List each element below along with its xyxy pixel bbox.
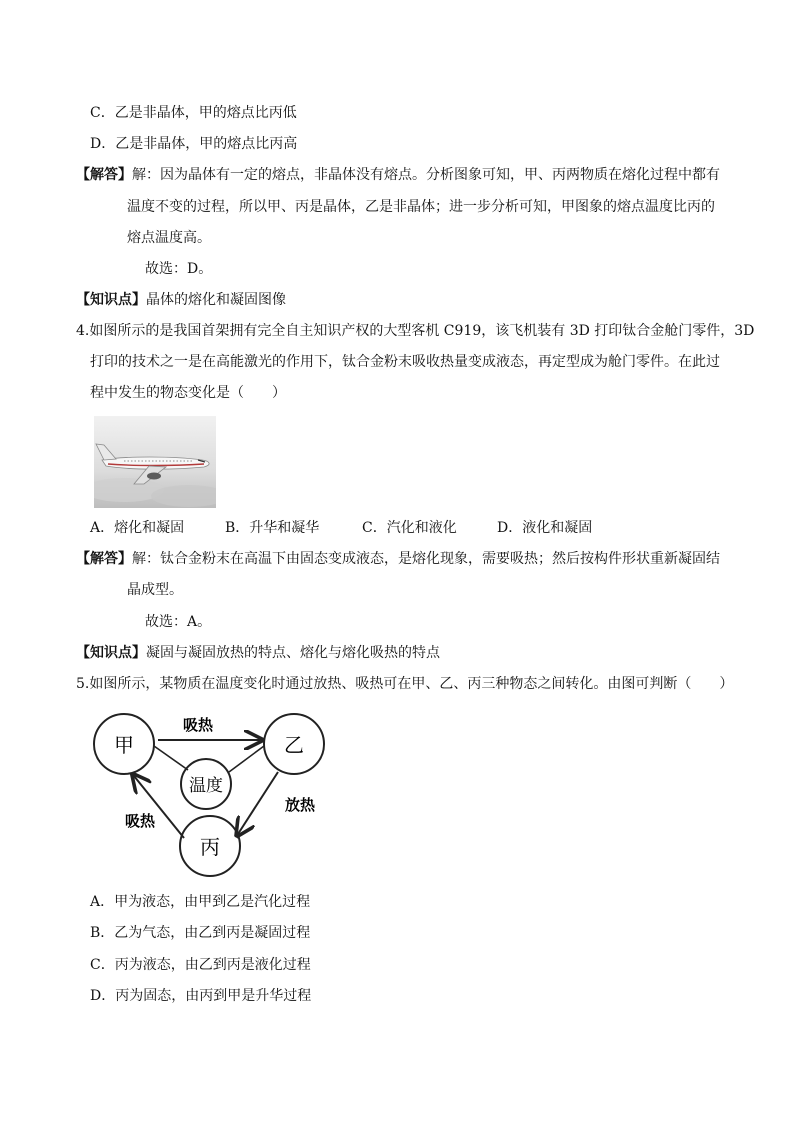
q3-choice: 故选：D。: [145, 261, 213, 277]
q4-kp-text: 凝固与凝固放热的特点、熔化与熔化吸热的特点: [146, 645, 440, 661]
node-a-label: 甲: [114, 733, 134, 757]
q4-answer-tag: 【解答】: [76, 551, 132, 567]
q5-option-d: D．丙为固态，由丙到甲是升华过程: [90, 988, 312, 1004]
q5-stem: 5.如图所示，某物质在温度变化时通过放热、吸热可在甲、乙、丙三种物态之间转化。由图可判断（ ）: [76, 676, 734, 692]
q4-answer-line-2: 晶成型。: [127, 582, 183, 598]
q3-option-c: C．乙是非晶体，甲的熔点比丙低: [90, 105, 297, 121]
q4-kp-tag: 【知识点】: [76, 645, 146, 661]
arrow-b-to-c: [238, 772, 278, 834]
q4-option-c: C．汽化和液化: [362, 520, 457, 536]
state-change-diagram: [88, 706, 338, 886]
node-c-label: 丙: [200, 835, 220, 859]
q3-answer-line-2: 温度不变的过程，所以甲、丙是晶体，乙是非晶体；进一步分析可知，甲图象的熔点温度比丙的: [127, 199, 715, 215]
q4-stem-line-2: 打印的技术之一是在高能激光的作用下，钛合金粉末吸收热量变成液态，再定型成为舱门零件。在此过: [90, 354, 720, 370]
node-b-label: 乙: [284, 733, 304, 757]
q5-option-b: B．乙为气态，由乙到丙是凝固过程: [90, 925, 311, 941]
q4-answer-text-1: 解：钛合金粉末在高温下由固态变成液态，是熔化现象，需要吸热；然后按构件形状重新凝固结: [132, 551, 720, 567]
q3-answer-line-3: 熔点温度高。: [127, 230, 211, 246]
label-c-to-a: 吸热: [124, 812, 156, 830]
q4-option-a: A．熔化和凝固: [90, 520, 185, 536]
q4-option-d: D．液化和凝固: [497, 520, 593, 536]
q4-stem-line-3: 程中发生的物态变化是（ ）: [90, 385, 286, 401]
q5-option-c: C．丙为液态，由乙到丙是液化过程: [90, 957, 311, 973]
q3-answer-text-1: 解：因为晶体有一定的熔点，非晶体没有熔点。分析图象可知，甲、丙两物质在熔化过程中都有: [132, 167, 720, 183]
label-a-to-b: 吸热: [182, 716, 214, 734]
q3-kp-tag: 【知识点】: [76, 292, 146, 308]
q4-option-b: B．升华和凝华: [225, 520, 320, 536]
q3-option-d: D．乙是非晶体，甲的熔点比丙高: [90, 136, 298, 152]
q4-answer-line-1: [76, 549, 720, 569]
q4-stem-line-1: 4.如图所示的是我国首架拥有完全自主知识产权的大型客机 C919，该飞机装有 3D 打印钛合金舱门零件，3D: [76, 323, 755, 339]
q5-option-a: A．甲为液态，由甲到乙是汽化过程: [90, 894, 311, 910]
q4-choice: 故选：A。: [145, 614, 212, 630]
q4-knowledge-point: [76, 643, 440, 663]
q3-answer-tag: 【解答】: [76, 167, 132, 183]
q3-kp-text: 晶体的熔化和凝固图像: [146, 292, 286, 308]
airplane-image: [94, 416, 216, 508]
q3-knowledge-point: [76, 290, 286, 310]
label-b-to-c: 放热: [284, 796, 316, 814]
center-label: 温度: [189, 776, 223, 796]
q3-answer-line-1: [76, 165, 720, 185]
